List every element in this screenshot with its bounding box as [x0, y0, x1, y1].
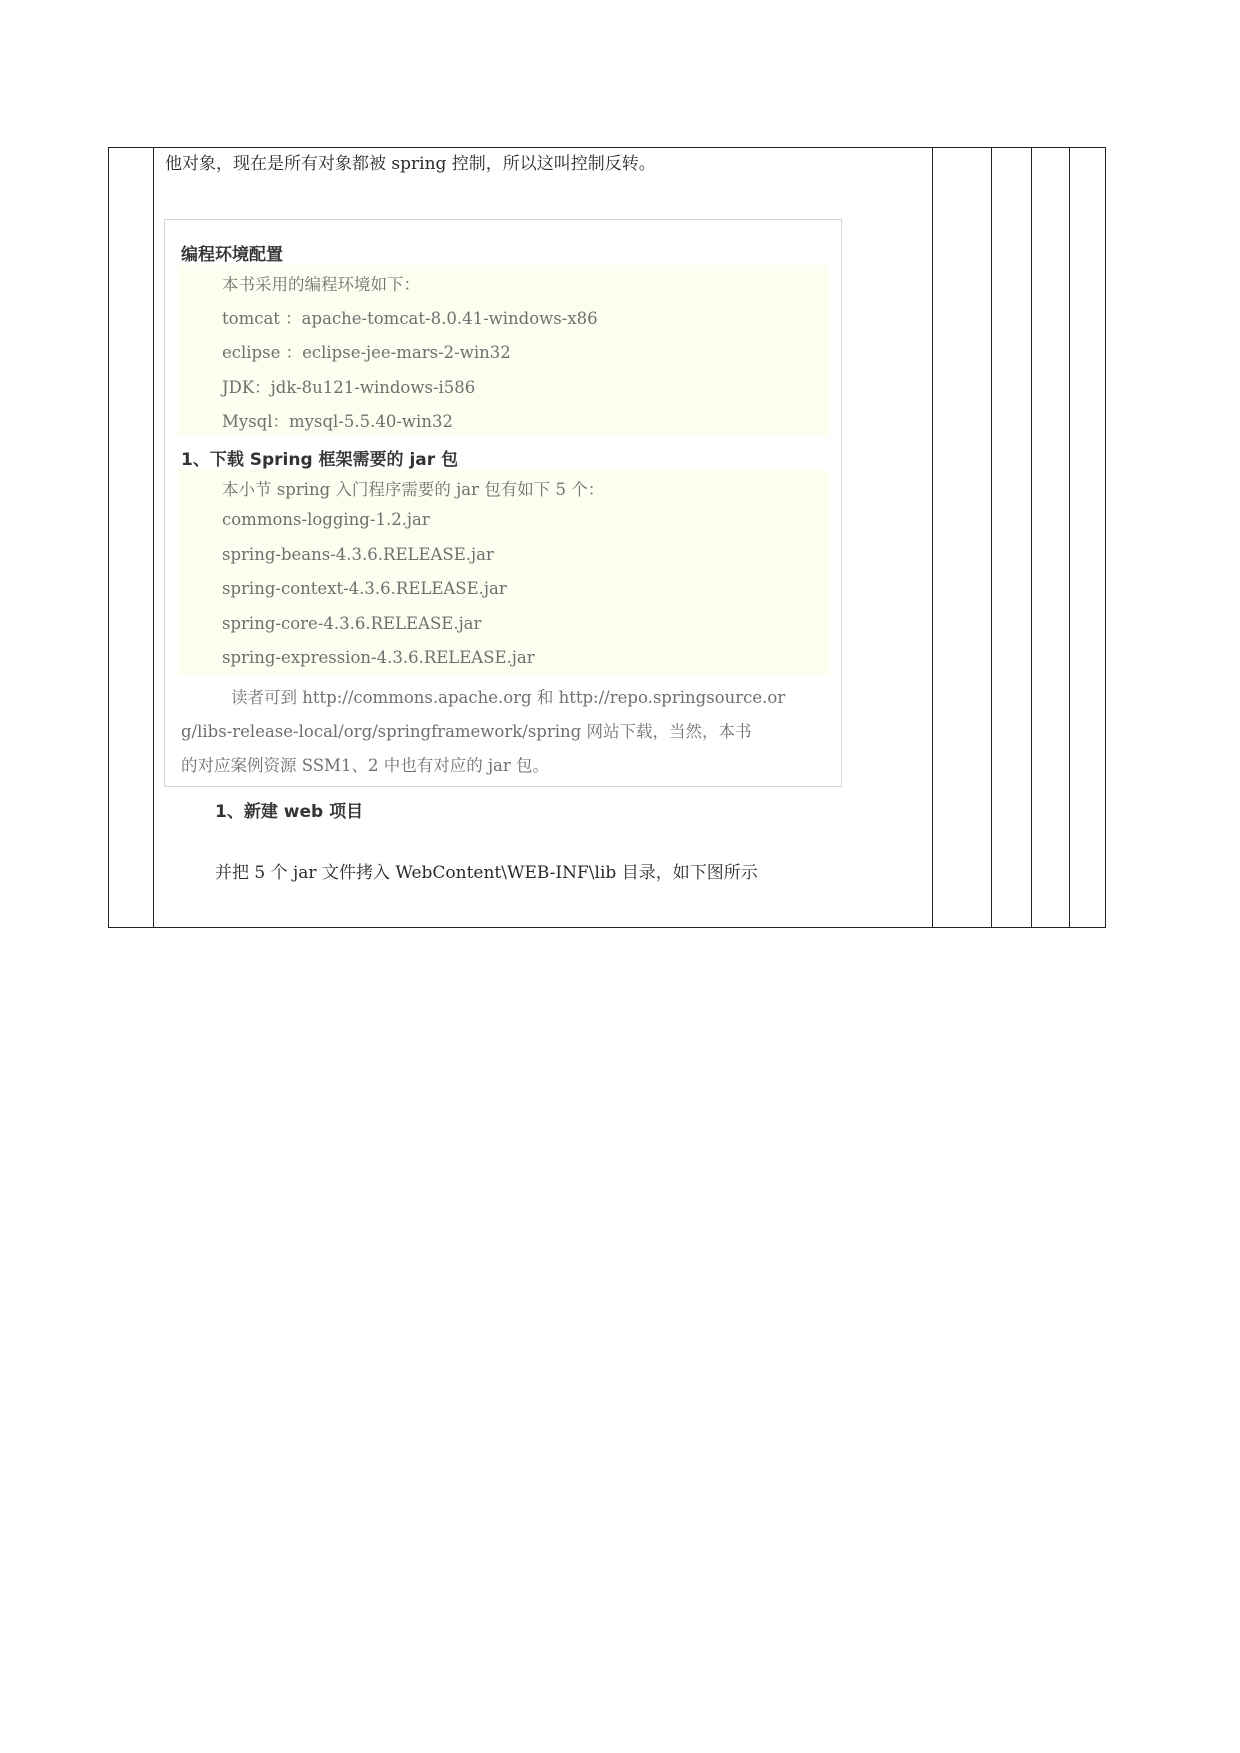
download-heading: 1、下载 Spring 框架需要的 jar 包 — [181, 450, 459, 470]
jar-line: 本小节 spring 入门程序需要的 jar 包有如下 5 个： — [222, 480, 605, 499]
jar-line: spring-expression-4.3.6.RELEASE.jar — [222, 648, 535, 667]
env-code-block — [178, 265, 829, 436]
jar-line: spring-core-4.3.6.RELEASE.jar — [222, 614, 482, 633]
note-line: 读者可到 http://commons.apache.org 和 http://repo.springsource.or — [231, 688, 786, 707]
jar-line: spring-beans-4.3.6.RELEASE.jar — [222, 545, 494, 564]
column-divider — [1031, 148, 1032, 927]
jar-line: spring-context-4.3.6.RELEASE.jar — [222, 579, 507, 598]
env-line: eclipse ：eclipse-jee-mars-2-win32 — [222, 343, 511, 362]
column-divider — [1069, 148, 1070, 927]
env-line: JDK：jdk-8u121-windows-i586 — [222, 378, 476, 397]
column-divider — [932, 148, 933, 927]
column-divider — [991, 148, 992, 927]
env-line: tomcat ：apache-tomcat-8.0.41-windows-x86 — [222, 309, 598, 328]
env-line: 本书采用的编程环境如下： — [222, 275, 420, 294]
intro-paragraph: 他对象，现在是所有对象都被 spring 控制，所以这叫控制反转。 — [165, 154, 656, 174]
step-text: 并把 5 个 jar 文件拷入 WebContent\WEB-INF\lib 目录，如下图所示 — [215, 863, 758, 883]
column-divider — [153, 148, 154, 927]
jar-code-block — [178, 470, 829, 675]
env-line: Mysql：mysql-5.5.40-win32 — [222, 412, 453, 431]
env-heading: 编程环境配置 — [181, 245, 283, 265]
note-line: 的对应案例资源 SSM1、2 中也有对应的 jar 包。 — [181, 756, 550, 775]
note-line: g/libs-release-local/org/springframework/spring 网站下载，当然，本书 — [181, 722, 752, 741]
jar-line: commons-logging-1.2.jar — [222, 510, 430, 529]
embedded-screenshot-panel — [164, 219, 842, 787]
step-title: 1、新建 web 项目 — [215, 802, 364, 822]
